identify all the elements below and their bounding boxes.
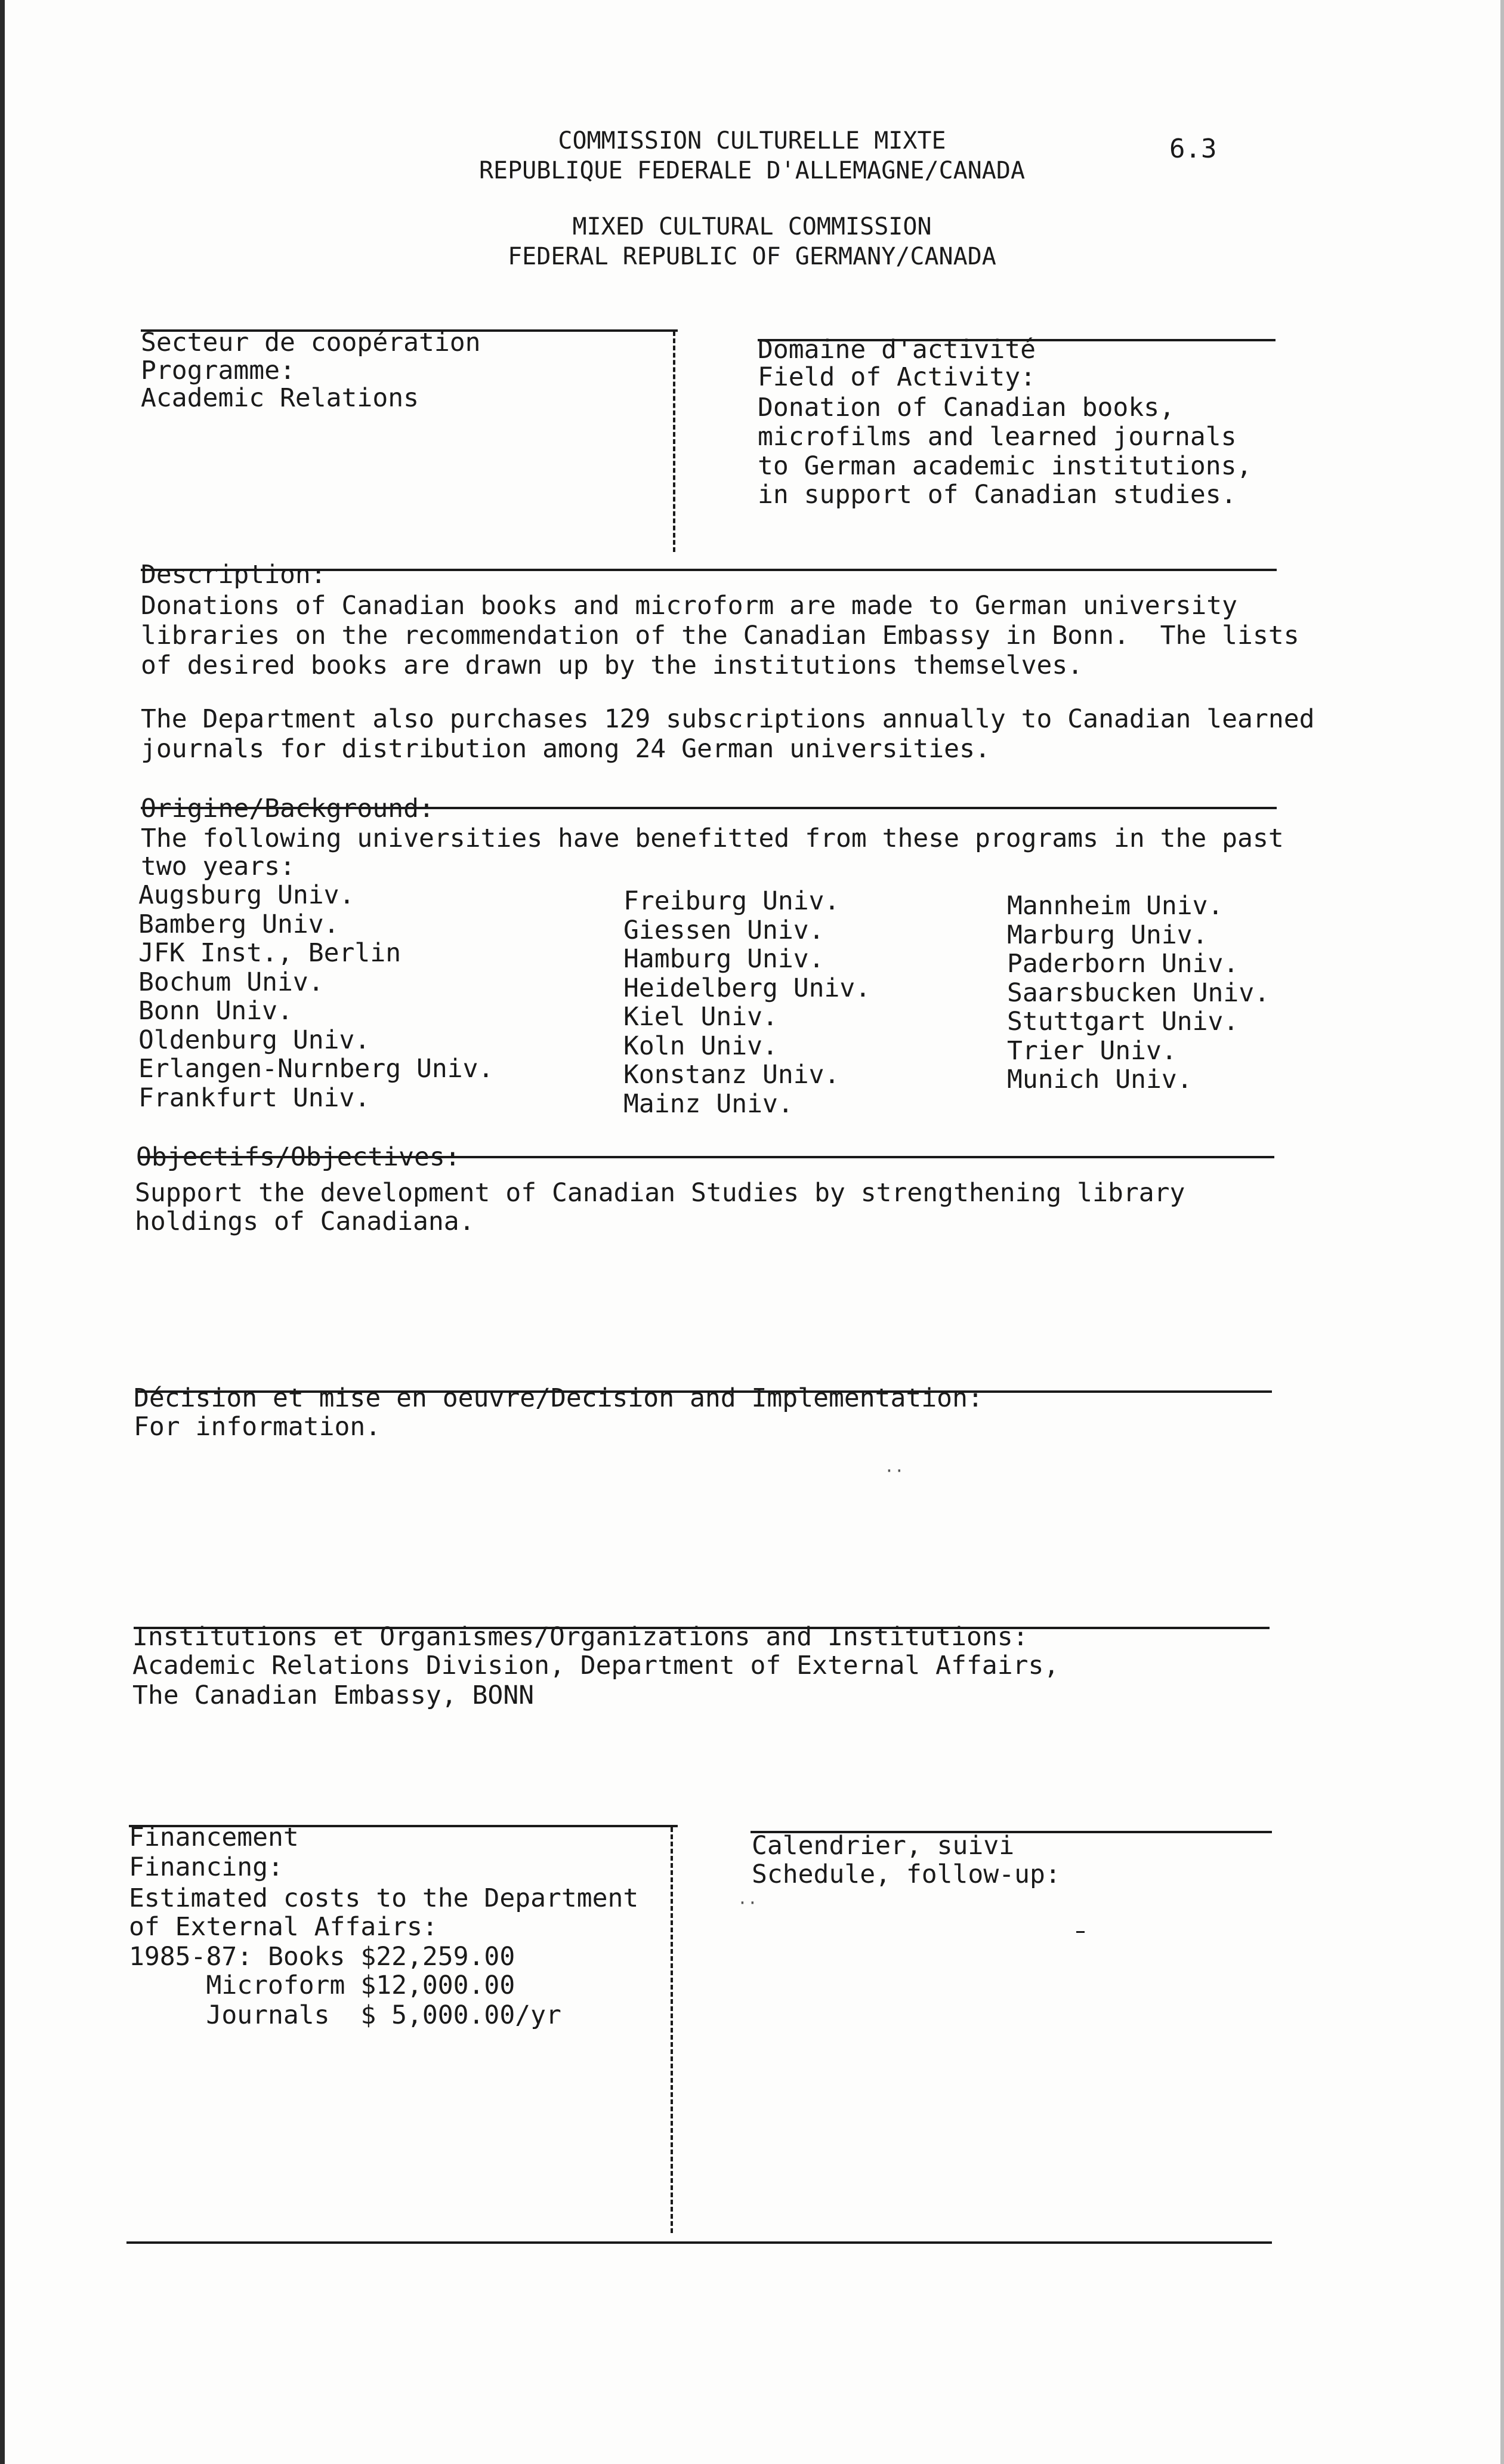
objectives-label: Objectifs/Objectives:: [136, 1142, 461, 1172]
university-item: Augsburg Univ.: [138, 880, 355, 910]
description-label: Description:: [141, 560, 326, 590]
financing-line: of External Affairs:: [129, 1912, 438, 1942]
sector-label-fr: Secteur de coopération: [141, 328, 481, 357]
header-fr-line2: REPUBLIQUE FEDERALE D'ALLEMAGNE/CANADA: [478, 157, 1026, 184]
university-item: Bochum Univ.: [138, 967, 324, 997]
field-line: microfilms and learned journals: [758, 422, 1237, 452]
scan-mark: [1076, 1931, 1085, 1933]
objectives-line: holdings of Canadiana.: [135, 1207, 475, 1236]
field-label-en: Field of Activity:: [758, 362, 1036, 392]
university-item: Erlangen-Nurnberg Univ.: [138, 1054, 494, 1084]
background-intro-line: two years:: [141, 852, 295, 881]
university-item: Bonn Univ.: [138, 996, 293, 1026]
header-fr-line1: COMMISSION CULTURELLE MIXTE: [558, 127, 946, 155]
financing-line: Estimated costs to the Department: [129, 1883, 639, 1913]
field-line: Donation of Canadian books,: [758, 393, 1175, 423]
description-line: of desired books are drawn up by the institutions themselves.: [141, 650, 1083, 680]
scan-speck: ··: [737, 1893, 758, 1913]
university-item: Giessen Univ.: [623, 915, 824, 945]
university-item: Stuttgart Univ.: [1007, 1007, 1239, 1037]
sector-value: Academic Relations: [141, 383, 419, 413]
university-column-3: [1007, 892, 1270, 1094]
institutions-line: The Canadian Embassy, BONN: [132, 1680, 535, 1710]
field-line: to German academic institutions,: [758, 451, 1252, 481]
institutions-label: Institutions et Organismes/Organizations and Institutions:: [132, 1622, 1029, 1652]
sector-label-en: Programme:: [141, 356, 295, 386]
field-line: in support of Canadian studies.: [758, 480, 1237, 510]
header-en-line1: MIXED CULTURAL COMMISSION: [572, 213, 932, 240]
field-label-fr: Domaine d'activité: [758, 335, 1036, 365]
university-item: Trier Univ.: [1007, 1035, 1177, 1066]
university-item: Marburg Univ.: [1007, 920, 1208, 950]
university-item: Saarsbucken Univ.: [1007, 977, 1270, 1008]
university-item: Bamberg Univ.: [138, 909, 339, 939]
scan-edge-right: [1500, 0, 1504, 2464]
decision-label: Décision et mise en oeuvre/Decision and Implementation:: [134, 1383, 983, 1413]
university-item: Konstanz Univ.: [623, 1060, 840, 1090]
description-line: journals for distribution among 24 German universities.: [141, 734, 990, 764]
university-item: Koln Univ.: [623, 1031, 778, 1061]
financing-label-en: Financing:: [129, 1852, 283, 1882]
university-item: Mainz Univ.: [623, 1088, 793, 1119]
university-column-2: [623, 887, 870, 1118]
financing-line: Microform $12,000.00: [129, 1970, 515, 2000]
background-intro-line: The following universities have benefitted from these programs in the past: [141, 824, 1284, 853]
financing-label-fr: Financement: [129, 1822, 299, 1852]
university-item: Munich Univ.: [1007, 1065, 1193, 1094]
university-item: Frankfurt Univ.: [138, 1083, 370, 1113]
schedule-label-en: Schedule, follow-up:: [752, 1859, 1061, 1889]
university-item: Paderborn Univ.: [1007, 949, 1239, 979]
description-line: Donations of Canadian books and microform are made to German university: [141, 591, 1238, 621]
university-item: Kiel Univ.: [623, 1002, 778, 1032]
scan-edge-left: [0, 0, 5, 2464]
university-item: Hamburg Univ.: [623, 944, 824, 974]
university-column-1: [138, 881, 493, 1112]
objectives-line: Support the development of Canadian Studies by strengthening library: [135, 1178, 1185, 1208]
financing-schedule-divider: [671, 1827, 673, 2233]
page-number: 6.3: [1169, 134, 1217, 164]
schedule-label-fr: Calendrier, suivi: [752, 1831, 1015, 1861]
university-item: Freiburg Univ.: [623, 886, 840, 916]
university-item: Heidelberg Univ.: [623, 973, 871, 1003]
decision-value: For information.: [134, 1412, 381, 1442]
university-item: Oldenburg Univ.: [138, 1025, 370, 1055]
description-line: libraries on the recommendation of the Canadian Embassy in Bonn. The lists: [141, 621, 1299, 650]
scan-speck: ··: [884, 1461, 904, 1481]
financing-line: Journals $ 5,000.00/yr: [129, 2000, 561, 2030]
bottom-rule: [126, 2241, 1272, 2244]
university-item: Mannheim Univ.: [1007, 891, 1224, 921]
sector-field-divider: [673, 331, 675, 552]
financing-line: 1985-87: Books $22,259.00: [129, 1942, 515, 1972]
institutions-line: Academic Relations Division, Department of External Affairs,: [132, 1651, 1060, 1680]
university-item: JFK Inst., Berlin: [138, 938, 402, 968]
description-line: The Department also purchases 129 subscriptions annually to Canadian learned: [141, 704, 1315, 734]
background-label: Origine/Background:: [141, 794, 434, 824]
header-en-line2: FEDERAL REPUBLIC OF GERMANY/CANADA: [508, 243, 996, 270]
